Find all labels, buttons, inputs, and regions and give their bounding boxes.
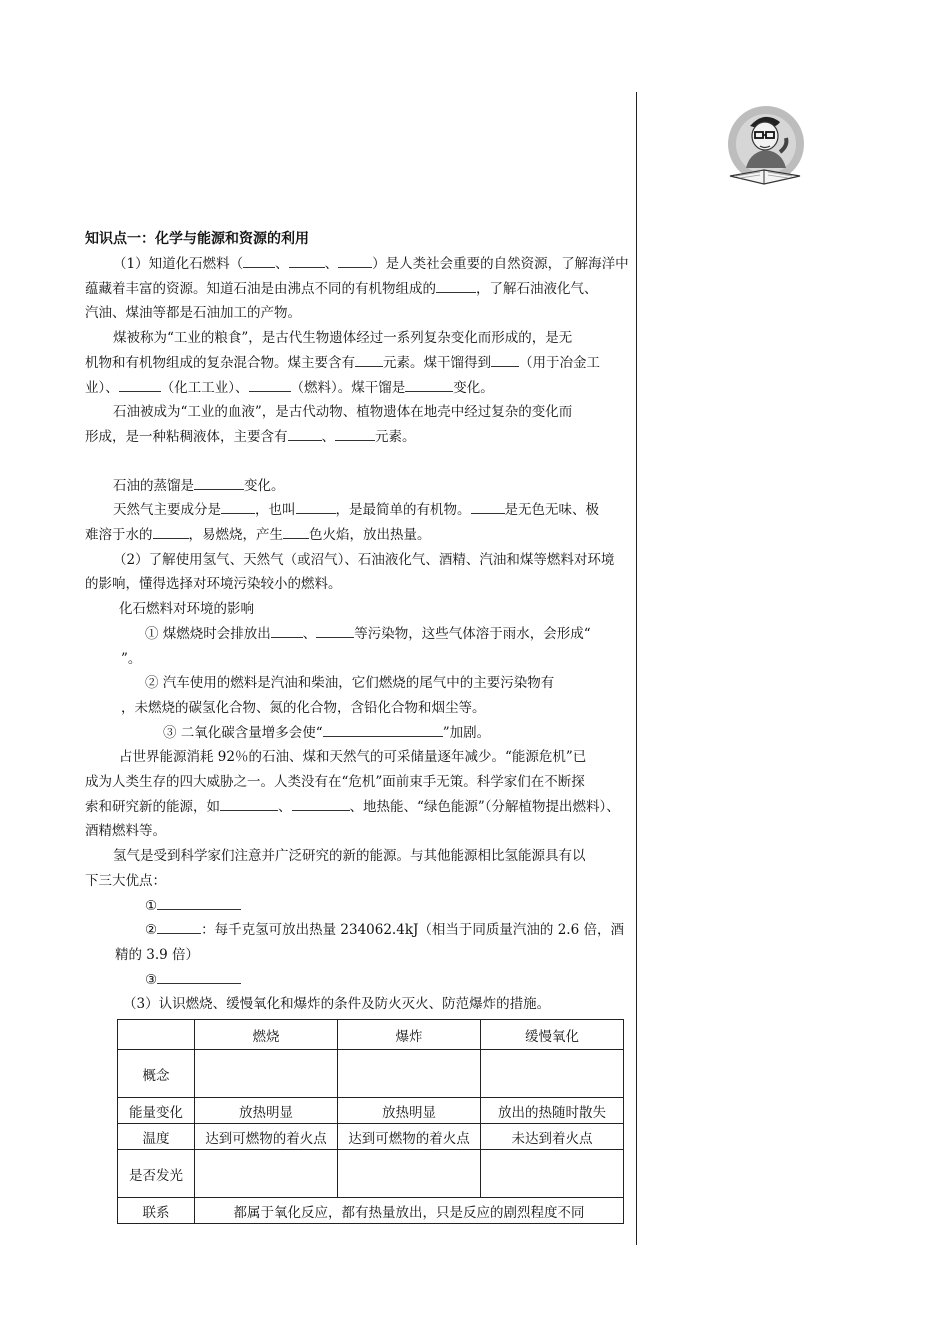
blank[interactable] xyxy=(471,501,505,514)
paragraph: 形成，是一种粘稠液体，主要含有 、 元素。 xyxy=(85,428,416,445)
document-content xyxy=(85,228,630,1224)
table-row-label: 联系 xyxy=(118,1198,195,1224)
comparison-table xyxy=(117,1019,624,1224)
blank[interactable] xyxy=(491,354,519,367)
paragraph: 石油的蒸馏是 变化。 xyxy=(113,477,285,494)
paragraph: ，未燃烧的碳氢化合物、氮的化合物，含铅化合物和烟尘等。 xyxy=(121,699,486,716)
blank[interactable] xyxy=(157,921,201,934)
table-header-cell: 缓慢氧化 xyxy=(481,1020,624,1050)
table-row-label: 温度 xyxy=(118,1124,195,1150)
table-header-row xyxy=(118,1020,624,1050)
table-cell xyxy=(195,1150,338,1198)
reading-student-illustration xyxy=(722,106,810,192)
section-heading: 知识点一：化学与能源和资源的利用 xyxy=(85,231,309,247)
margin-divider-line xyxy=(636,92,637,1245)
blank[interactable] xyxy=(243,255,275,268)
blank[interactable] xyxy=(355,354,383,367)
paragraph: 的影响，懂得选择对环境污染较小的燃料。 xyxy=(85,576,342,593)
table-row-label: 能量变化 xyxy=(118,1098,195,1124)
table-cell: 放热明显 xyxy=(195,1098,338,1124)
blank[interactable] xyxy=(153,526,189,539)
table-cell: 达到可燃物的着火点 xyxy=(195,1124,338,1150)
paragraph: 蕴藏着丰富的资源。知道石油是由沸点不同的有机物组成的 ，了解石油液化气、 xyxy=(85,280,598,297)
table-cell xyxy=(195,1050,338,1098)
table-row-label: 概念 xyxy=(118,1050,195,1098)
blank[interactable] xyxy=(249,379,291,392)
blank[interactable] xyxy=(436,280,476,293)
blank[interactable] xyxy=(288,428,322,441)
paragraph: 酒精燃料等。 xyxy=(85,823,166,840)
paragraph: 汽油、煤油等都是石油加工的产物。 xyxy=(85,305,301,322)
paragraph: 煤被称为“工业的粮食”，是古代生物遗体经过一系列复杂变化而形成的，是无 xyxy=(113,330,573,347)
table-row xyxy=(118,1050,624,1098)
advantage-item-cont: 精的 3.9 倍） xyxy=(115,946,200,963)
paragraph: （1）知道化石燃料（ 、 、 ）是人类社会重要的自然资源，了解海洋中 xyxy=(113,256,629,272)
paragraph: （3）认识燃烧、缓慢氧化和爆炸的条件及防火灭火、防范爆炸的措施。 xyxy=(123,996,551,1013)
paragraph: 业）、 （化工工业）、 （燃料）。煤干馏是 变化。 xyxy=(85,379,494,396)
advantage-item: ① xyxy=(85,894,630,919)
table-cell: 达到可燃物的着火点 xyxy=(338,1124,481,1150)
table-row xyxy=(118,1198,624,1224)
paragraph: 占世界能源消耗 92％的石油、煤和天然气的可采储量逐年减少。“能源危机”已 xyxy=(119,749,587,766)
blank[interactable] xyxy=(220,798,278,811)
blank[interactable] xyxy=(296,501,336,514)
paragraph: 天然气主要成分是 ，也叫 ，是最简单的有机物。 是无色无味、极 xyxy=(113,502,599,519)
blank[interactable] xyxy=(405,379,453,392)
blank[interactable] xyxy=(338,255,372,268)
paragraph: 难溶于水的 ，易燃烧，产生 色火焰，放出热量。 xyxy=(85,527,431,544)
paragraph: 索和研究新的能源，如 、 、地热能、“绿色能源”（分解植物提出燃料）、 xyxy=(85,798,620,815)
table-row xyxy=(118,1098,624,1124)
blank[interactable] xyxy=(335,428,375,441)
paragraph: 氢气是受到科学家们注意并广泛研究的新的能源。与其他能源相比氢能源具有以 xyxy=(113,848,586,865)
table-cell xyxy=(481,1050,624,1098)
paragraph: 成为人类生存的四大威胁之一。人类没有在“危机”面前束手无策。科学家们在不断探 xyxy=(85,774,585,791)
table-row xyxy=(118,1124,624,1150)
paragraph: 机物和有机物组成的复杂混合物。煤主要含有 元素。煤干馏得到 （用于冶金工 xyxy=(85,354,600,371)
blank[interactable] xyxy=(283,526,309,539)
paragraph: ”。 xyxy=(121,650,142,667)
table-cell xyxy=(338,1050,481,1098)
table-cell xyxy=(338,1150,481,1198)
blank[interactable] xyxy=(221,501,255,514)
advantage-item: ② ：每千克氢可放出热量 234062.4kJ（相当于同质量汽油的 2.6 倍，酒 xyxy=(145,922,624,939)
table-cell xyxy=(481,1150,624,1198)
blank[interactable] xyxy=(157,897,241,910)
paragraph: 下三大优点： xyxy=(85,872,166,889)
table-cell: 放热明显 xyxy=(338,1098,481,1124)
paragraph: ② 汽车使用的燃料是汽油和柴油，它们燃烧的尾气中的主要污染物有 xyxy=(145,675,555,692)
table-header-cell xyxy=(118,1020,195,1050)
blank[interactable] xyxy=(289,255,325,268)
paragraph: 化石燃料对环境的影响 xyxy=(119,601,254,618)
blank[interactable] xyxy=(194,477,244,490)
paragraph: ③ 二氧化碳含量增多会使“ ”加剧。 xyxy=(163,724,491,741)
blank[interactable] xyxy=(316,625,354,638)
table-cell: 未达到着火点 xyxy=(481,1124,624,1150)
paragraph: 石油被成为“工业的血液”，是古代动物、植物遗体在地壳中经过复杂的变化而 xyxy=(113,404,573,421)
table-header-cell: 爆炸 xyxy=(338,1020,481,1050)
blank[interactable] xyxy=(157,971,241,984)
blank[interactable] xyxy=(271,625,303,638)
blank[interactable] xyxy=(323,724,443,737)
blank[interactable] xyxy=(292,798,350,811)
blank[interactable] xyxy=(119,379,161,392)
table-row-label: 是否发光 xyxy=(118,1150,195,1198)
paragraph: （2）了解使用氢气、天然气（或沼气）、石油液化气、酒精、汽油和煤等燃料对环境 xyxy=(113,551,615,568)
table-cell: 放出的热随时散失 xyxy=(481,1098,624,1124)
advantage-item: ③ xyxy=(85,968,630,993)
table-header-cell: 燃烧 xyxy=(195,1020,338,1050)
paragraph: ① 煤燃烧时会排放出 、 等污染物，这些气体溶于雨水，会形成“ xyxy=(145,625,591,642)
table-cell-merged: 都属于氧化反应，都有热量放出，只是反应的剧烈程度不同 xyxy=(195,1198,624,1224)
table-row xyxy=(118,1150,624,1198)
